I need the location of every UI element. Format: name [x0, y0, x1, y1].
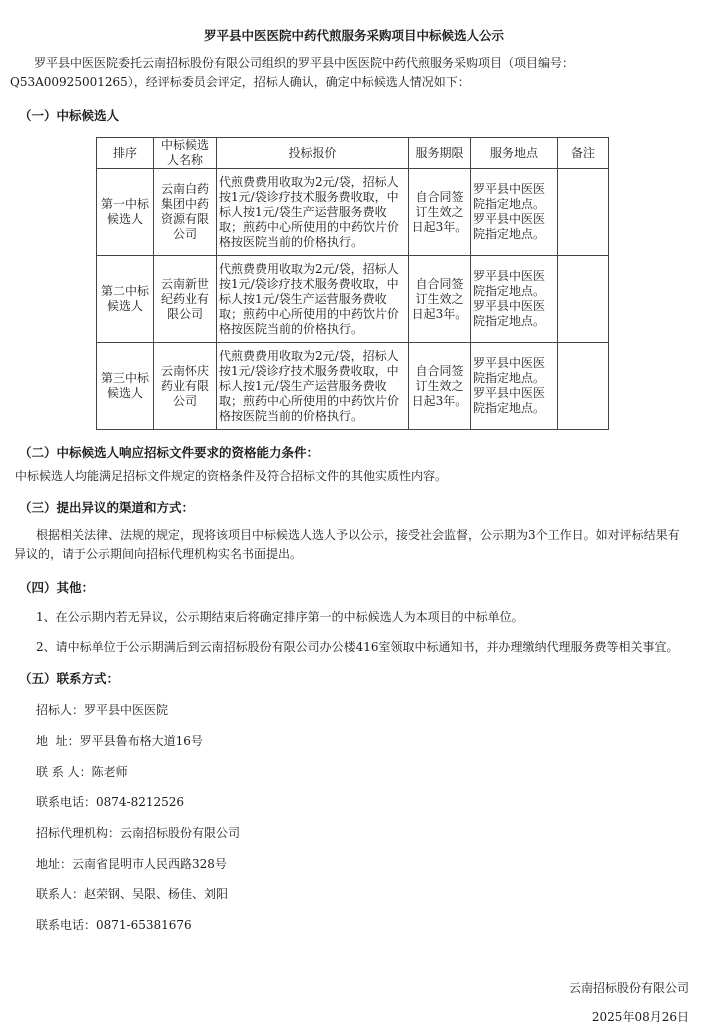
header-location: 服务地点 [471, 138, 558, 169]
contact-address: 地 址：罗平县鲁布格大道16号 [36, 734, 203, 748]
candidates-table [96, 137, 609, 430]
cell-price: 代煎费费用收取为2元/袋，招标人按1元/袋诊疗技术服务费收取，中标人按1元/袋生产运营服务费收取；煎药中心所使用的中药饮片价格按医院当前的价格执行。 [217, 343, 409, 430]
cell-name: 云南新世纪药业有限公司 [154, 256, 217, 343]
table-row [97, 343, 609, 430]
signature-date: 2025年08月26日 [591, 1010, 689, 1024]
section3-text: 根据相关法律、法规的规定，现将该项目中标候选人选人予以公示，接受社会监督，公示期为3个工作日。如对评标结果有异议的，请于公示期间向招标代理机构实名书面提出。 [14, 528, 680, 561]
section3-heading: （三）提出异议的渠道和方式： [19, 500, 195, 515]
cell-period: 自合同签订生效之日起3年。 [409, 256, 471, 343]
cell-note [558, 343, 609, 430]
header-note: 备注 [558, 138, 609, 169]
cell-name: 云南怀庆药业有限公司 [154, 343, 217, 430]
cell-note [558, 169, 609, 256]
intro-paragraph: 罗平县中医医院委托云南招标股份有限公司组织的罗平县中医医院中药代煎服务采购项目（项目编号：Q53A00925001265），经评标委员会评定，招标人确认，确定中标候选人情况如下： [10, 56, 575, 89]
cell-period: 自合同签订生效之日起3年。 [409, 169, 471, 256]
table-header-row [97, 138, 609, 169]
cell-name: 云南白药集团中药资源有限公司 [154, 169, 217, 256]
cell-rank: 第三中标候选人 [97, 343, 154, 430]
contact-person: 联 系 人：陈老师 [36, 765, 128, 779]
section2-text: 中标候选人均能满足招标文件规定的资格条件及符合招标文件的其他实质性内容。 [15, 469, 448, 483]
section5-heading: （五）联系方式： [19, 671, 120, 686]
cell-note [558, 256, 609, 343]
agency-contact: 联系人：赵荣钢、吴限、杨佳、刘阳 [36, 887, 229, 901]
header-name: 中标候选人名称 [154, 138, 217, 169]
contact-tenderer: 招标人：罗平县中医医院 [36, 703, 169, 717]
header-price: 投标报价 [217, 138, 409, 169]
agency-name: 招标代理机构：云南招标股份有限公司 [36, 826, 241, 840]
cell-location: 罗平县中医医院指定地点。罗平县中医医院指定地点。 [471, 169, 558, 256]
signature-company: 云南招标股份有限公司 [568, 981, 689, 995]
table-row [97, 169, 609, 256]
section4-item-2: 2、请中标单位于公示期满后到云南招标股份有限公司办公楼416室领取中标通知书，并办理缴纳代理服务费等相关事宜。 [36, 640, 679, 654]
section2-heading: （二）中标候选人响应招标文件要求的资格能力条件： [19, 445, 320, 460]
agency-address: 地址：云南省昆明市人民西路328号 [36, 857, 227, 871]
contact-phone: 联系电话：0874-8212526 [36, 795, 185, 809]
header-period: 服务期限 [409, 138, 471, 169]
section4-item-1: 1、在公示期内若无异议，公示期结束后将确定排序第一的中标候选人为本项目的中标单位。 [36, 610, 524, 624]
cell-price: 代煎费费用收取为2元/袋，招标人按1元/袋诊疗技术服务费收取，中标人按1元/袋生产运营服务费收取；煎药中心所使用的中药饮片价格按医院当前的价格执行。 [217, 256, 409, 343]
cell-rank: 第一中标候选人 [97, 169, 154, 256]
cell-price: 代煎费费用收取为2元/袋，招标人按1元/袋诊疗技术服务费收取，中标人按1元/袋生产运营服务费收取；煎药中心所使用的中药饮片价格按医院当前的价格执行。 [217, 169, 409, 256]
page-title: 罗平县中医医院中药代煎服务采购项目中标候选人公示 [203, 28, 504, 43]
header-rank: 排序 [97, 138, 154, 169]
section1-heading: （一）中标候选人 [19, 108, 120, 123]
cell-rank: 第二中标候选人 [97, 256, 154, 343]
cell-period: 自合同签订生效之日起3年。 [409, 343, 471, 430]
table-row [97, 256, 609, 343]
section4-heading: （四）其他： [19, 580, 95, 595]
agency-phone: 联系电话：0871-65381676 [36, 918, 192, 932]
cell-location: 罗平县中医医院指定地点。罗平县中医医院指定地点。 [471, 343, 558, 430]
cell-location: 罗平县中医医院指定地点。罗平县中医医院指定地点。 [471, 256, 558, 343]
